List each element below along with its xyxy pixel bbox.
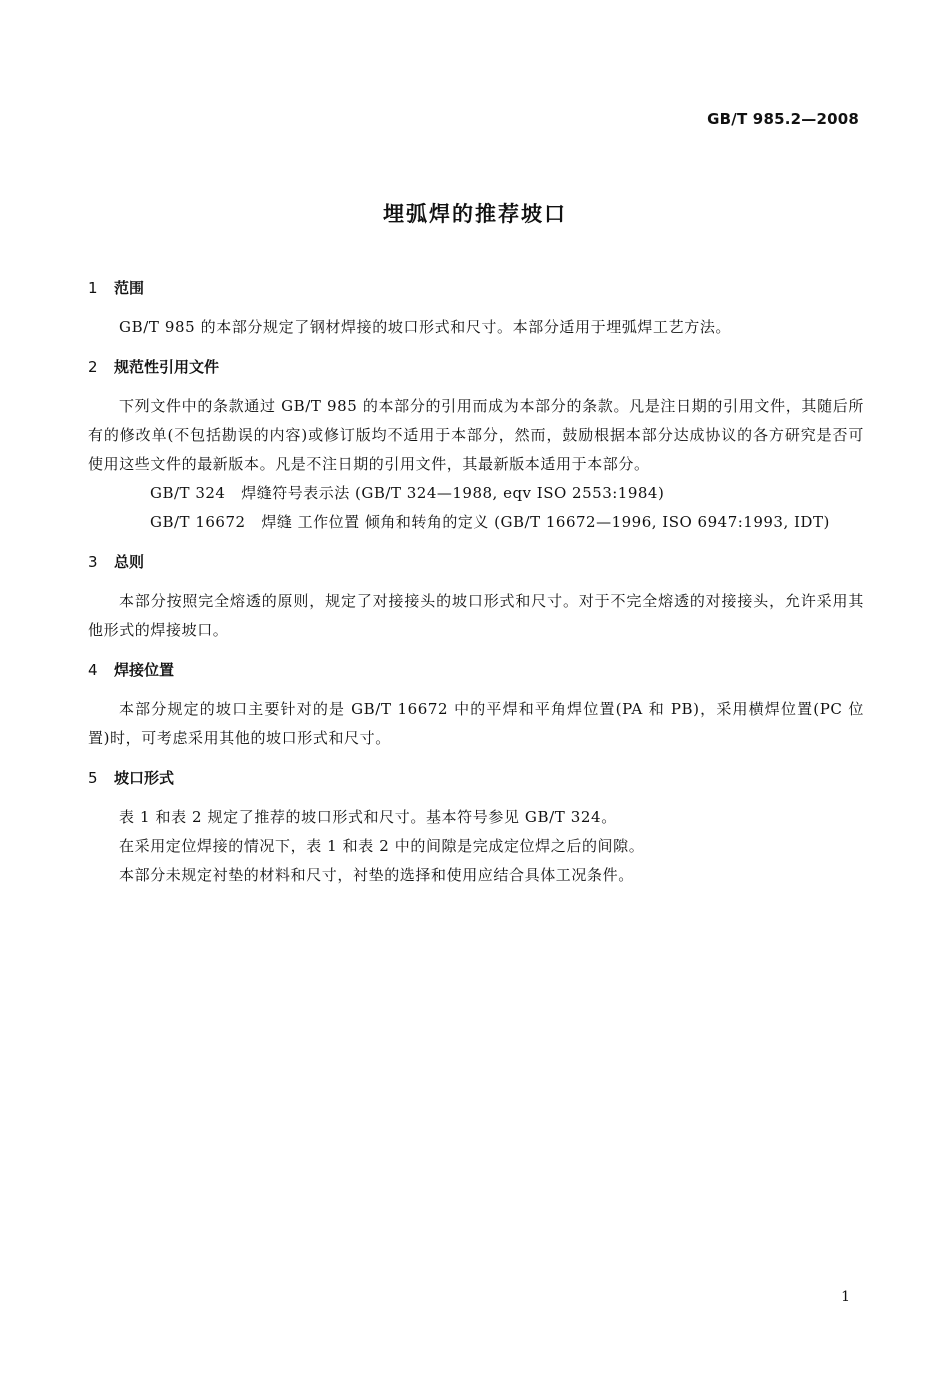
section-title: 范围: [114, 279, 145, 297]
section-general: [88, 550, 864, 645]
section-title: 坡口形式: [114, 769, 175, 787]
document-title: 埋弧焊的推荐坡口: [383, 202, 567, 226]
section-title: 焊接位置: [114, 661, 175, 679]
reference-code: GB/T 324: [150, 484, 226, 502]
reference-title: 焊缝符号表示法 (GB/T 324—1988, eqv ISO 2553:1984): [241, 484, 665, 502]
section-heading: [88, 550, 864, 574]
section-heading: [88, 766, 864, 790]
section-groove-form: [88, 766, 864, 890]
paragraph: GB/T 985 的本部分规定了钢材焊接的坡口形式和尺寸。本部分适用于埋弧焊工艺方法。: [119, 318, 732, 336]
section-number: 5: [88, 769, 98, 787]
reference-item: [88, 479, 864, 508]
paragraph: 本部分按照完全熔透的原则，规定了对接接头的坡口形式和尺寸。对于不完全熔透的对接接头，允许采用其他形式的焊接坡口。: [88, 592, 864, 639]
section-number: 4: [88, 661, 98, 679]
reference-code: GB/T 16672: [150, 513, 246, 531]
paragraph: 表 1 和表 2 规定了推荐的坡口形式和尺寸。基本符号参见 GB/T 324。: [119, 808, 617, 826]
section-heading: [88, 658, 864, 682]
section-heading: [88, 355, 864, 379]
section-number: 1: [88, 279, 98, 297]
reference-title: 焊缝 工作位置 倾角和转角的定义 (GB/T 16672—1996, ISO 6947:1993, IDT): [261, 513, 830, 531]
document-body: [88, 276, 864, 890]
section-title: 规范性引用文件: [114, 358, 220, 376]
paragraph: 本部分规定的坡口主要针对的是 GB/T 16672 中的平焊和平角焊位置(PA 和 PB)，采用横焊位置(PC 位置)时，可考虑采用其他的坡口形式和尺寸。: [88, 700, 864, 747]
paragraph: 下列文件中的条款通过 GB/T 985 的本部分的引用而成为本部分的条款。凡是注日期的引用文件，其随后所有的修改单(不包括勘误的内容)或修订版均不适用于本部分，然而，鼓励根据本部分达成协议的各方研究是否可使用这些文件的最新版本。凡是不注日期的引用文件，其最新版本适用于本部分。: [88, 397, 864, 473]
paragraph: 本部分未规定衬垫的材料和尺寸，衬垫的选择和使用应结合具体工况条件。: [119, 866, 634, 884]
section-welding-position: [88, 658, 864, 753]
section-heading: [88, 276, 864, 300]
section-number: 3: [88, 553, 98, 571]
reference-item: [88, 508, 864, 537]
section-scope: [88, 276, 864, 342]
standard-code: GB/T 985.2—2008: [707, 110, 859, 128]
section-number: 2: [88, 358, 98, 376]
section-title: 总则: [114, 553, 145, 571]
page-number: 1: [841, 1289, 850, 1305]
section-normative-references: [88, 355, 864, 537]
paragraph: 在采用定位焊接的情况下，表 1 和表 2 中的间隙是完成定位焊之后的间隙。: [119, 837, 645, 855]
